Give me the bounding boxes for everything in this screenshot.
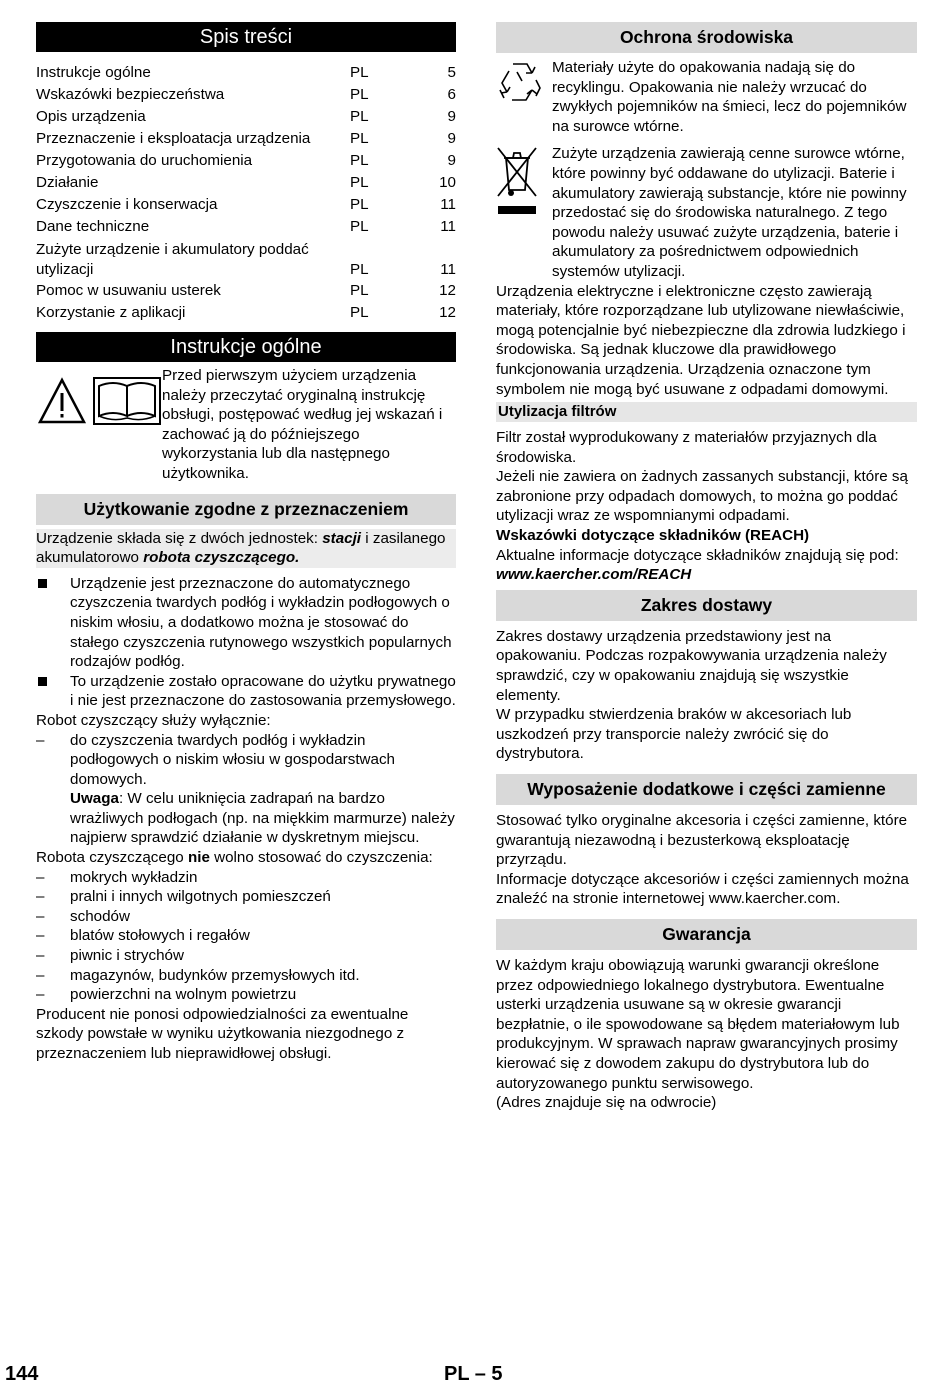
bullet-square-icon [38,677,47,686]
right-column [496,22,917,1113]
filters-text-2: Jeżeli nie zawiera on żadnych zassanych substancji, które są zabronione przy odpadach domowych, to można go poddać utylizacji wraz ze wspomnianymi odpadami. [496,468,908,525]
page-number: 144 [5,1363,39,1385]
reach-heading: Wskazówki dotyczące składników (REACH) [496,527,810,545]
safety-icons [36,366,162,484]
warranty-text-2: (Adres znajduje się na odwrocie) [496,1094,717,1112]
left-column [36,22,456,1064]
list-item: – powierzchni na wolnym powietrzu [36,986,297,1004]
toc-heading: Spis treści [36,22,456,52]
list-item: – do czyszczenia twardych podłóg i wykładzin podłogowych o niskim włosiu w gospodarstwach domowych. Uwaga: W celu uniknięcia zadrapań na bardzo wrażliwych podłogach (np. na miękkim marmurze) należy najpierw sprawdzić działanie w dyskretnym miejscu. [36,731,455,847]
delivery-heading: Zakres dostawy [496,590,917,621]
accessories-heading: Wyposażenie dodatkowe i części zamienne [496,774,917,805]
table-of-contents [36,62,456,324]
reach-link[interactable]: www.kaercher.com/REACH [496,566,692,584]
warning-manual-icon [36,376,162,428]
toc-row[interactable]: Instrukcje ogólne PL 5 [36,64,456,81]
list-item: – schodów [36,907,130,925]
accessories-text-2: Informacje dotyczące akcesoriów i części zamiennych można znaleźć na stronie internetowej www.kaercher.com. [496,870,909,908]
list-item: – mokrych wykładzin [36,868,198,886]
robot-use-text: Robot czyszczący służy wyłącznie: [36,711,271,729]
liability-text: Producent nie ponosi odpowiedzialności za ewentualne szkody powstałe w wyniku użytkowania niezgodnego z przeznaczeniem lub nieprawidłowej obsługi. [36,1005,409,1062]
list-item: Urządzenie jest przeznaczone do automatycznego czyszczenia twardych podłóg i wykładzin podłogowych o niskim włosiu, a dodatkowo można je stosować do stałego czyszczenia rutynowego wszystkich popularnych rodzajów podłóg. [36,574,456,672]
general-text: Przed pierwszym użyciem urządzenia należy przeczytać oryginalną instrukcję obsługi, postępować według jej wskazań i zachować ją do późniejszego wykorzystania lub dla następnego użytkownika. [162,367,443,482]
list-item: – pralni i innych wilgotnych pomieszczeń [36,888,331,906]
list-item: – magazynów, budynków przemysłowych itd. [36,966,360,984]
crossed-bin-icon [496,146,538,216]
list-item: – blatów stołowych i regałów [36,927,250,945]
list-item: – piwnic i strychów [36,947,184,965]
toc-row[interactable]: Działanie PL 10 [36,174,456,191]
weee-text: Zużyte urządzenia zawierają cenne surowce wtórne, które powinny być oddawane do utylizacji. Baterie i akumulatory zawierają substancje, które nie powinny przedostać się do środowiska naturalnego. Z tego powodu należy usuwać zużyte urządzenia, baterie i akumulatory za pośrednictwem odpowiednich systemów utylizacji. [552,145,907,280]
intended-use-heading: Użytkowanie zgodne z przeznaczeniem [36,494,456,525]
general-heading: Instrukcje ogólne [36,332,456,362]
not-allowed-text: Robota czyszczącego nie wolno stosować do czyszczenia: [36,849,433,867]
accessories-text-1: Stosować tylko oryginalne akcesoria i części zamienne, które gwarantują niezawodną i bezusterkową eksploatację przyrządu. [496,812,908,869]
toc-row[interactable]: Przeznaczenie i eksploatacja urządzenia PL 9 [36,130,456,147]
delivery-text-1: Zakres dostawy urządzenia przedstawiony jest na opakowaniu. Podczas rozpakowywania urządzenia należy sprawdzić, czy w opakowaniu znajdują się wszystkie elementy. [496,627,887,704]
warranty-heading: Gwarancja [496,919,917,950]
recycling-block [496,58,917,136]
general-section [36,366,456,484]
toc-row[interactable]: Opis urządzenia PL 9 [36,108,456,125]
language-page-label: PL – 5 [444,1363,503,1385]
recycling-text: Materiały użyte do opakowania nadają się do recyklingu. Opakowania nie należy wrzucać do zwykłych pojemników na śmieci, lecz do pojemników na surowce wtórne. [552,59,907,135]
filters-text-1: Filtr został wyprodukowany z materiałów przyjaznych dla środowiska. [496,429,877,466]
toc-row[interactable]: Pomoc w usuwaniu usterek PL 12 [36,282,456,299]
toc-row[interactable]: Dane techniczne PL 11 [36,218,456,235]
list-item: To urządzenie zostało opracowane do użytku prywatnego i nie jest przeznaczone do zastosowania przemysłowego. [36,672,456,711]
toc-row[interactable]: Czyszczenie i konserwacja PL 11 [36,196,456,213]
electrical-text: Urządzenia elektryczne i elektroniczne często zawierają materiały, które rozporządzane lub utylizowane niewłaściwie, mogą potencjalnie być niebezpieczne dla zdrowia ludzkiego i środowiska. Są jednak kluczowe dla prawidłowego funkcjonowania urządzenia. Urządzenia oznaczone tym symbolem nie mogą być usuwane z odpadami domowymi. [496,282,906,398]
intended-intro: Urządzenie składa się z dwóch jednostek: stacji i zasilanego akumulatorowo robota czyszczącego. [36,529,456,568]
toc-row[interactable]: Wskazówki bezpieczeństwa PL 6 [36,86,456,103]
reach-text: Aktualne informacje dotyczące składników znajdują się pod: [496,546,899,564]
bullet-square-icon [38,579,47,588]
warranty-text-1: W każdym kraju obowiązują warunki gwarancji określone przez odpowiedniego lokalnego dystrybutora. Ewentualne usterki urządzenia usuwane są w okresie gwarancji bezpłatnie, o ile spowodowane są błędem materiałowym lub produkcyjnym. W sprawach napraw gwarancyjnych prosimy kierować się z dowodem zakupu do dystrybutora lub do autoryzowanego punktu serwisowego. [496,956,900,1092]
toc-row[interactable]: Korzystanie z aplikacji PL 12 [36,304,456,321]
environment-heading: Ochrona środowiska [496,22,917,53]
filters-heading: Utylizacja filtrów [496,402,917,422]
delivery-text-2: W przypadku stwierdzenia braków w akcesoriach lub uszkodzeń przy transporcie należy zwrócić się do dystrybutora. [496,706,852,763]
toc-row[interactable]: Zużyte urządzenie i akumulatory poddać utylizacji PL 11 [36,241,456,278]
weee-block [496,144,917,281]
recycling-icon [496,60,544,106]
toc-row[interactable]: Przygotowania do uruchomienia PL 9 [36,152,456,169]
